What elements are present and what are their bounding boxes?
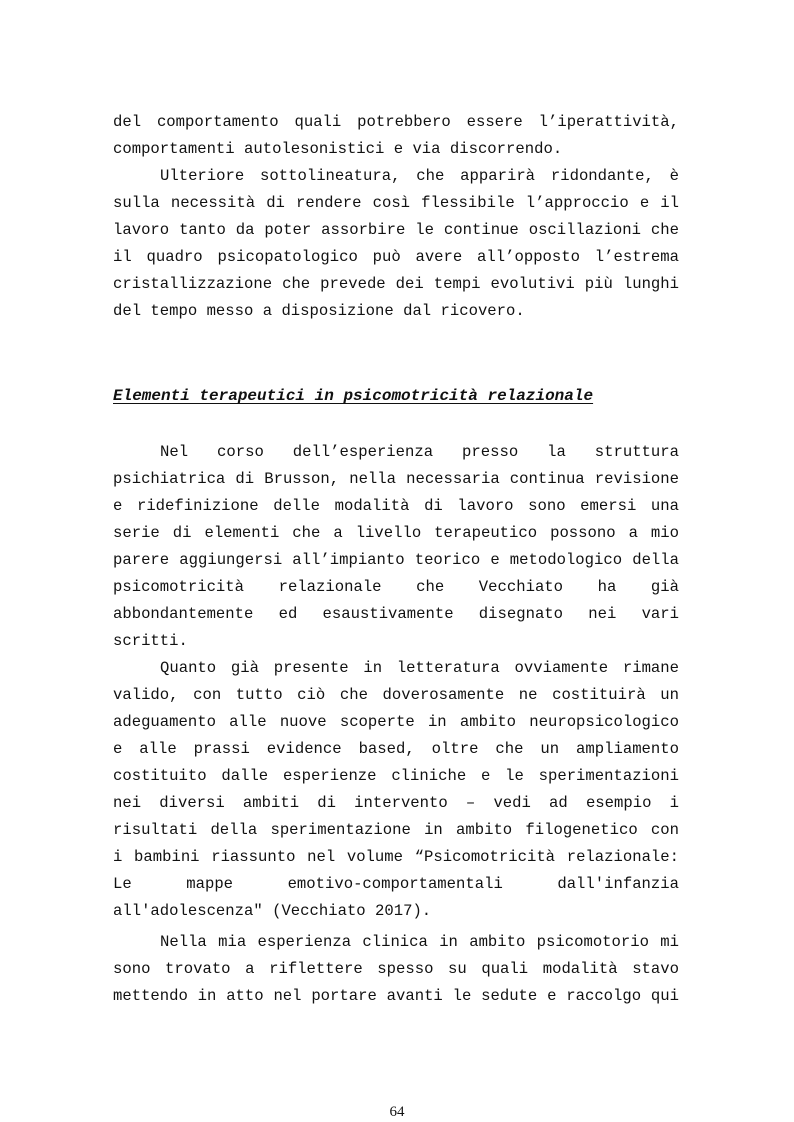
text-line: abbondantemente ed esaustivamente disegnato nei vari — [113, 605, 679, 623]
text-line: Quanto già presente in letteratura ovviamente rimane — [160, 659, 679, 677]
text-line: e alle prassi evidence based, oltre che un ampliamento — [113, 740, 679, 758]
text-line: comportamenti autolesonistici e via discorrendo. — [113, 140, 563, 158]
text-line: e ridefinizione delle modalità di lavoro sono emersi una — [113, 497, 679, 515]
text-line: Nel corso dell’esperienza presso la struttura — [160, 443, 679, 461]
text-line: Le mappe emotivo-comportamentali dall'infanzia — [113, 875, 679, 893]
text-line: sulla necessità di rendere così flessibile l’approccio e il — [113, 194, 679, 212]
text-line: all'adolescenza" (Vecchiato 2017). — [113, 902, 432, 920]
text-line: scritti. — [113, 632, 188, 650]
text-line: cristallizzazione che prevede dei tempi evolutivi più lunghi — [113, 275, 679, 293]
text-line: valido, con tutto ciò che doverosamente ne costituirà un — [113, 686, 679, 704]
text-line: del tempo messo a disposizione dal ricovero. — [113, 302, 525, 320]
text-line: Nella mia esperienza clinica in ambito psicomotorio mi — [160, 933, 679, 951]
text-line: nei diversi ambiti di intervento – vedi ad esempio i — [113, 794, 679, 812]
text-line: i bambini riassunto nel volume “Psicomotricità relazionale: — [113, 848, 679, 866]
text-line: mettendo in atto nel portare avanti le sedute e raccolgo qui — [113, 987, 679, 1005]
text-line: del comportamento quali potrebbero essere l’iperattività, — [113, 113, 679, 131]
page-number: 64 — [389, 1104, 405, 1120]
text-line: Ulteriore sottolineatura, che apparirà ridondante, è — [160, 167, 679, 185]
text-line: adeguamento alle nuove scoperte in ambito neuropsicologico — [113, 713, 679, 731]
text-line: il quadro psicopatologico può avere all’opposto l’estrema — [113, 248, 679, 266]
text-line: psichiatrica di Brusson, nella necessaria continua revisione — [113, 470, 679, 488]
text-line: risultati della sperimentazione in ambito filogenetico con — [113, 821, 679, 839]
text-line: lavoro tanto da poter assorbire le continue oscillazioni che — [113, 221, 679, 239]
text-line: costituito dalle esperienze cliniche e le sperimentazioni — [113, 767, 679, 785]
text-line: serie di elementi che a livello terapeutico possono a mio — [113, 524, 679, 542]
section-heading: Elementi terapeutici in psicomotricità relazionale — [113, 387, 594, 405]
text-line: psicomotricità relazionale che Vecchiato ha già — [113, 578, 679, 596]
text-line: sono trovato a riflettere spesso su quali modalità stavo — [113, 960, 679, 978]
text-line: parere aggiungersi all’impianto teorico e metodologico della — [113, 551, 679, 569]
